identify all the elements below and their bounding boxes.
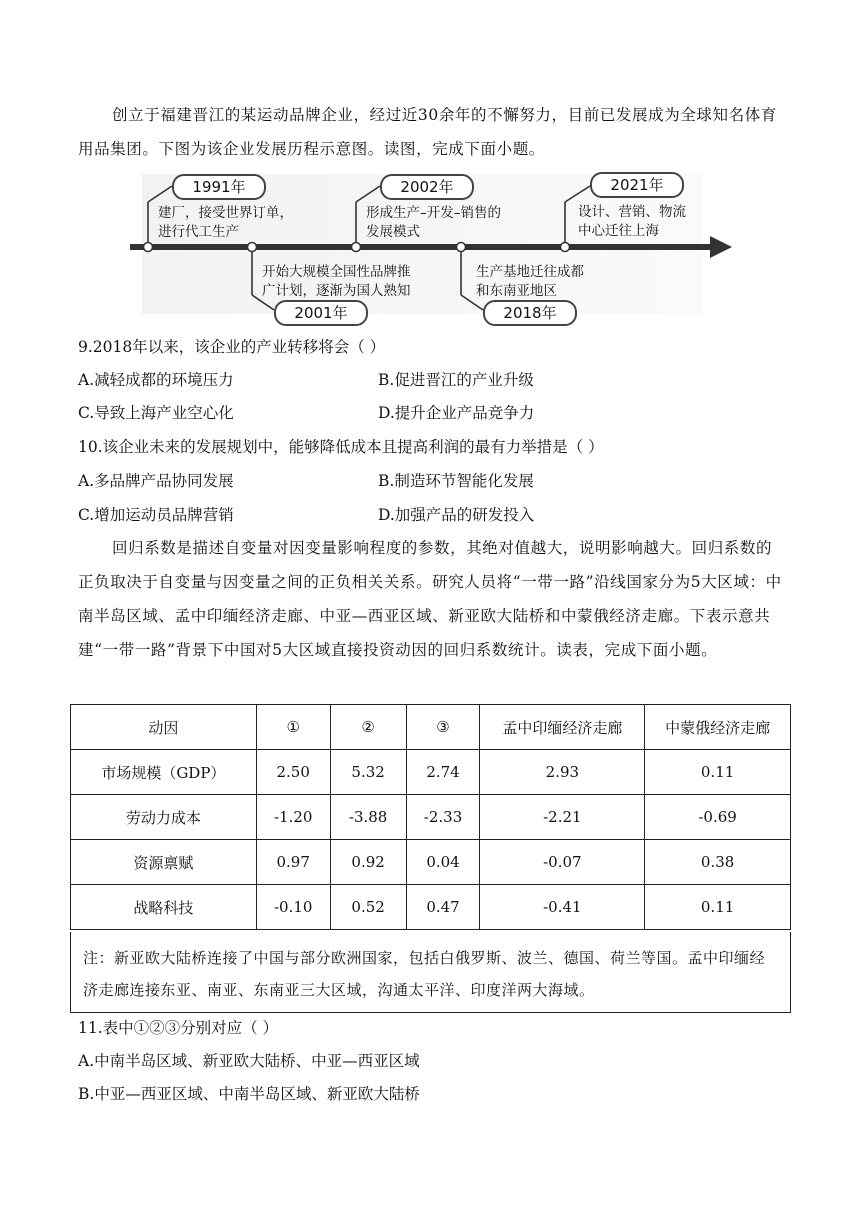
- event-text-2021-line2: 中心迁往上海: [578, 223, 659, 239]
- question-10-stem: 10.该企业未来的发展规划中，能够降低成本且提高利润的最有力举措是（ ）: [78, 438, 604, 456]
- table-cell: 0.11: [645, 750, 791, 795]
- table-cell: 5.32: [330, 750, 406, 795]
- table-cell: 0.97: [256, 840, 330, 885]
- table-header-cell: 中蒙俄经济走廊: [645, 705, 791, 750]
- timeline-diagram: [128, 170, 738, 330]
- q10-option-a: A.多品牌产品协同发展: [78, 472, 234, 490]
- table-row: [71, 885, 791, 930]
- table-header-cell: 孟中印缅经济走廊: [480, 705, 645, 750]
- event-text-2018-line2: 和东南亚地区: [476, 283, 557, 299]
- question-11-stem: 11.表中①②③分别对应（ ）: [78, 1019, 279, 1037]
- table-header-cell: ②: [330, 705, 406, 750]
- table-cell: -0.41: [480, 885, 645, 930]
- table-header-cell: 动因: [71, 705, 257, 750]
- table-row: [71, 750, 791, 795]
- event-text-1991-line1: 建厂，接受世界订单，: [158, 205, 293, 221]
- table-cell: -3.88: [330, 795, 406, 840]
- event-text-1991-line2: 进行代工生产: [158, 224, 239, 240]
- table-cell: 0.47: [406, 885, 480, 930]
- q10-option-c: C.增加运动员品牌营销: [78, 506, 234, 524]
- table-note-box: [70, 932, 791, 1013]
- q11-option-b: B.中亚—西亚区域、中南半岛区域、新亚欧大陆桥: [78, 1085, 420, 1103]
- table-cell: 劳动力成本: [71, 795, 257, 840]
- table-header-row: [71, 705, 791, 750]
- table-cell: 2.50: [256, 750, 330, 795]
- intro-paragraph-1: 创立于福建晋江的某运动品牌企业，经过近30余年的不懈努力，目前已发展成为全球知名体育用品集团。下图为该企业发展历程示意图。读图，完成下面小题。: [78, 106, 777, 158]
- event-text-2001-line2: 广计划，逐渐为国人熟知: [262, 283, 411, 299]
- q10-option-b: B.制造环节智能化发展: [378, 472, 534, 490]
- event-text-2021-line1: 设计、营销、物流: [578, 204, 686, 220]
- table-cell: -1.20: [256, 795, 330, 840]
- table-header-cell: ①: [256, 705, 330, 750]
- table-cell: 资源禀赋: [71, 840, 257, 885]
- table-cell: -2.21: [480, 795, 645, 840]
- year-label-1991: 1991年: [172, 174, 266, 200]
- table-cell: 市场规模（GDP）: [71, 750, 257, 795]
- event-text-2018-line1: 生产基地迁往成都: [476, 264, 584, 280]
- year-label-2002: 2002年: [380, 174, 474, 200]
- table-header-cell: ③: [406, 705, 480, 750]
- event-text-2002-line2: 发展模式: [366, 224, 420, 240]
- event-text-2001-line1: 开始大规模全国性品牌推: [262, 264, 411, 280]
- q10-option-d: D.加强产品的研发投入: [378, 506, 535, 524]
- table-cell: 0.52: [330, 885, 406, 930]
- table-cell: 2.93: [480, 750, 645, 795]
- table-cell: 0.11: [645, 885, 791, 930]
- table-cell: 0.38: [645, 840, 791, 885]
- table-cell: -2.33: [406, 795, 480, 840]
- table-cell: -0.10: [256, 885, 330, 930]
- q11-option-a: A.中南半岛区域、新亚欧大陆桥、中亚—西亚区域: [78, 1052, 420, 1070]
- q9-option-b: B.促进晋江的产业升级: [378, 371, 534, 389]
- table-cell: -0.07: [480, 840, 645, 885]
- q9-option-a: A.减轻成都的环境压力: [78, 371, 234, 389]
- table-note: 注：新亚欧大陆桥连接了中国与部分欧洲国家，包括白俄罗斯、波兰、德国、荷兰等国。孟中印缅经济走廊连接东亚、南亚、东南亚三大区域，沟通太平洋、印度洋两大海域。: [83, 949, 766, 999]
- regression-table: [70, 704, 791, 930]
- table-cell: 战略科技: [71, 885, 257, 930]
- table-cell: 2.74: [406, 750, 480, 795]
- q9-option-d: D.提升企业产品竞争力: [378, 404, 535, 422]
- table-cell: -0.69: [645, 795, 791, 840]
- year-label-2018: 2018年: [483, 300, 577, 326]
- q9-option-c: C.导致上海产业空心化: [78, 404, 234, 422]
- table-row: [71, 840, 791, 885]
- table-row: [71, 795, 791, 840]
- intro-paragraph-2: 回归系数是描述自变量对因变量影响程度的参数，其绝对值越大，说明影响越大。回归系数的正负取决于自变量与因变量之间的正负相关关系。研究人员将“一带一路”沿线国家分为5大区域：中南半岛区域、孟中印缅经济走廊、中亚—西亚区域、新亚欧大陆桥和中蒙俄经济走廊。下表示意共建“一带一路”背景下中国对5大区域直接投资动因的回归系数统计。读表，完成下面小题。: [78, 539, 782, 659]
- year-label-2001: 2001年: [274, 300, 368, 326]
- table-cell: 0.04: [406, 840, 480, 885]
- event-text-2002-line1: 形成生产–开发–销售的: [366, 205, 501, 221]
- question-9-stem: 9.2018年以来，该企业的产业转移将会（ ）: [78, 338, 386, 356]
- year-label-2021: 2021年: [590, 172, 684, 198]
- table-cell: 0.92: [330, 840, 406, 885]
